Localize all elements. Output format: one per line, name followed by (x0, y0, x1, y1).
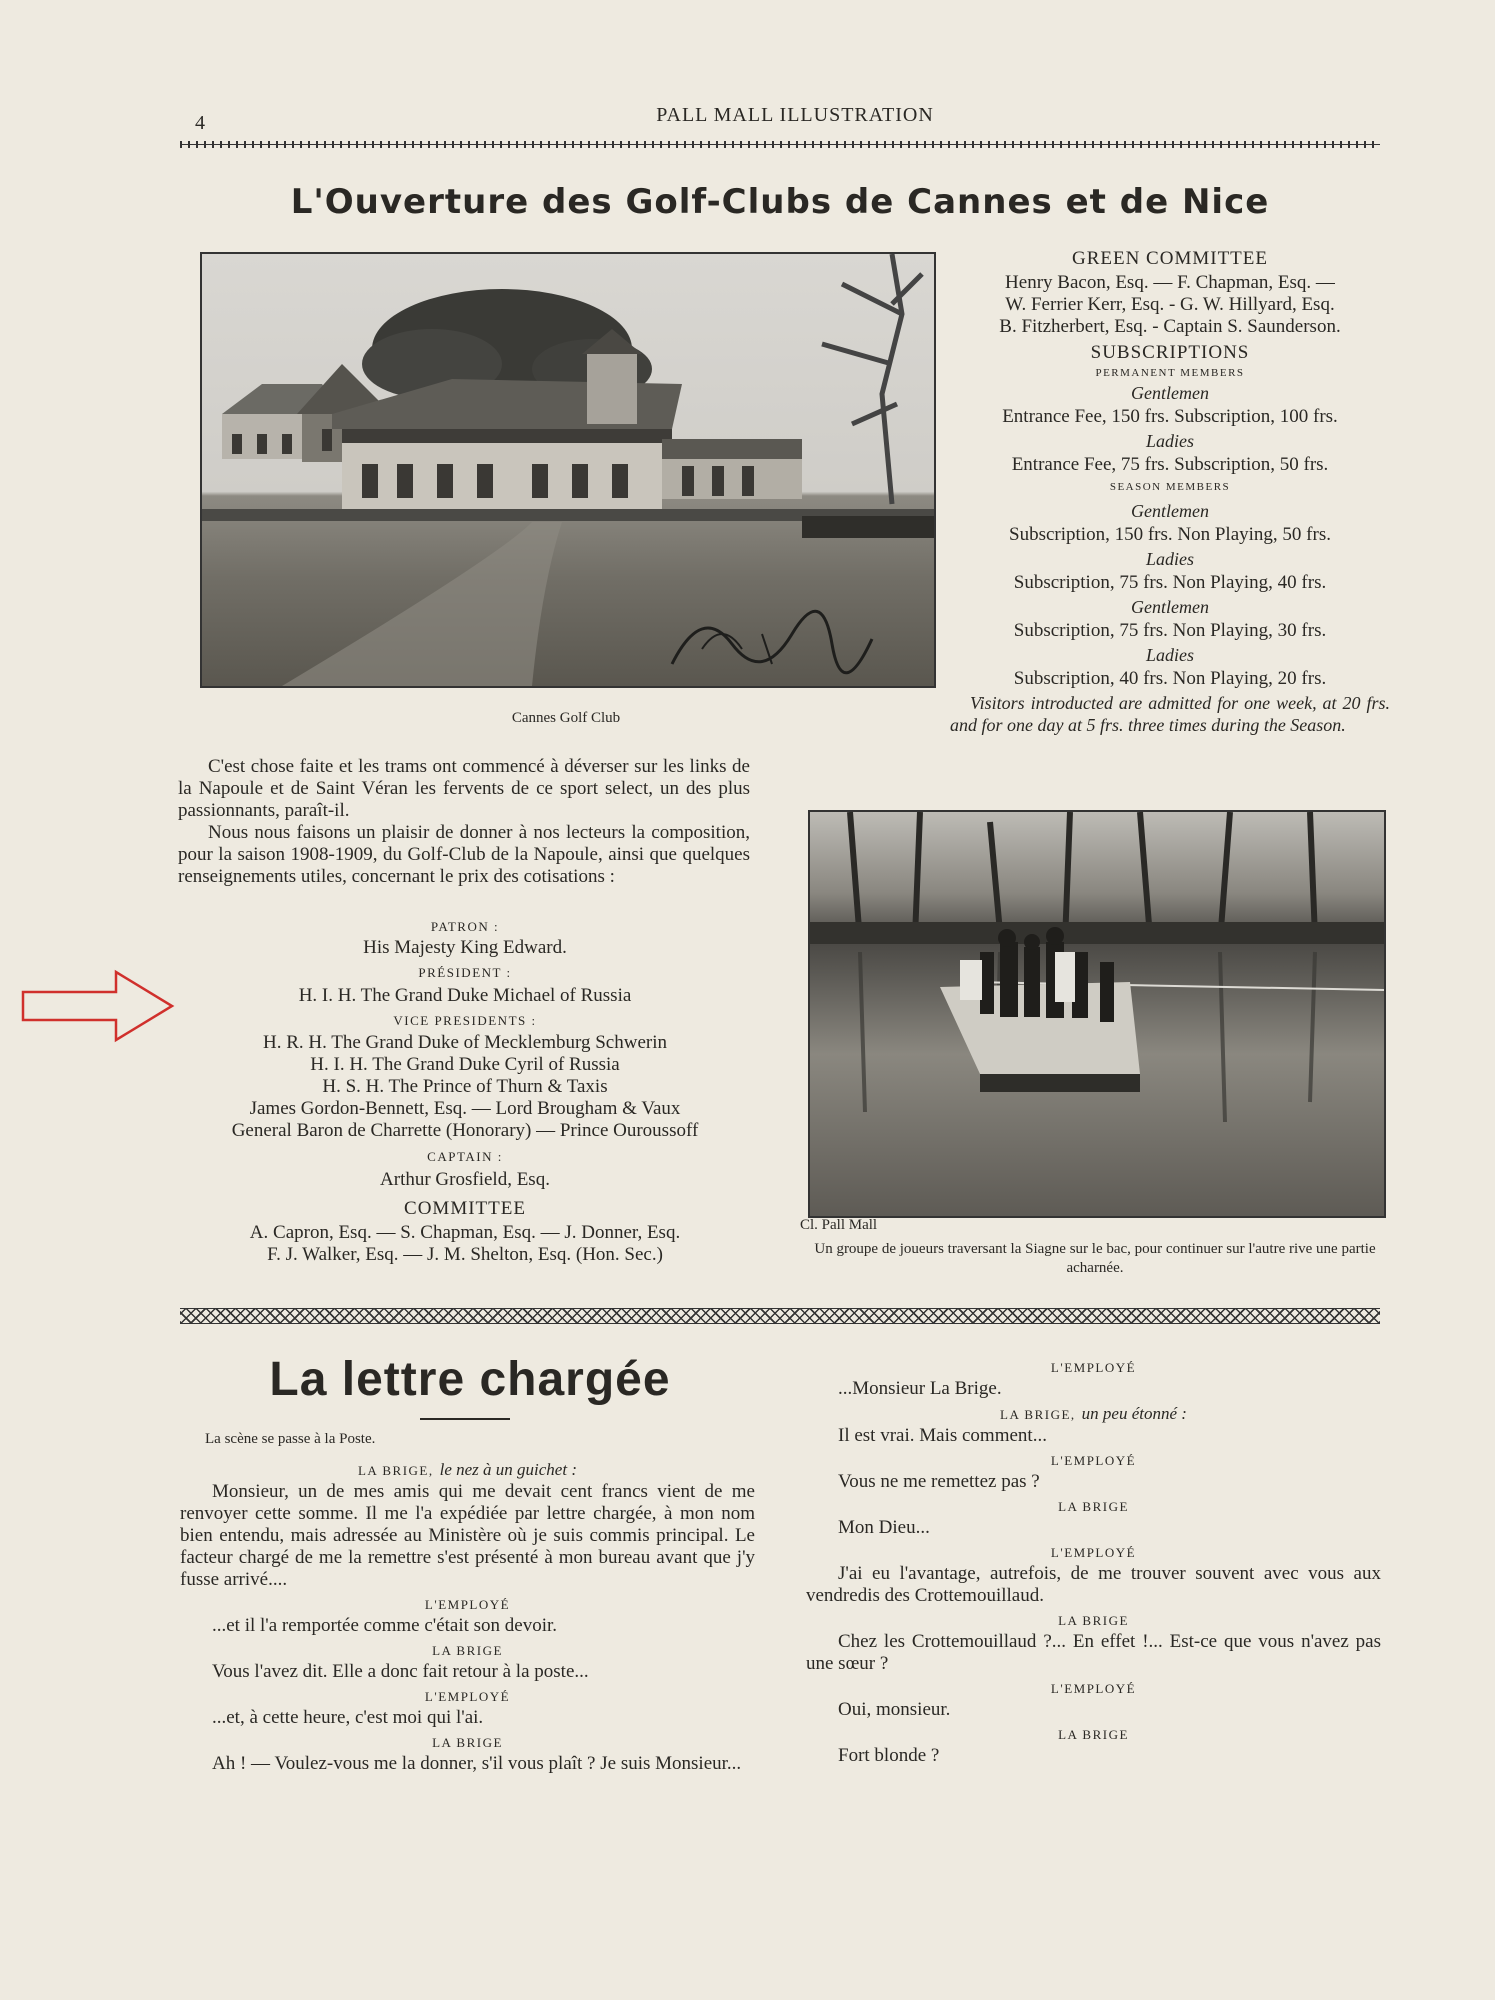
intro-paragraph-2: Nous nous faisons un plaisir de donner à nos lecteurs la composition, pour la saison 1908-1909, du Golf-Club de la Napoule, ainsi que quelques renseignements utiles, concernant le prix des cotisations : (178, 822, 750, 887)
dialogue-block (180, 1460, 755, 1591)
title-underline (420, 1418, 510, 1420)
red-arrow-icon (20, 968, 176, 1044)
speaker-name: LA BRIGE (432, 1643, 503, 1658)
perm-gentlemen-fee: Entrance Fee, 150 frs. Subscription, 100 frs. (1002, 406, 1338, 427)
dialogue-text: ...et il l'a remportée comme c'était son devoir. (212, 1615, 558, 1636)
speaker-name: L'EMPLOYÉ (1050, 1545, 1137, 1560)
vice-president: H. S. H. The Prince of Thurn & Taxis (322, 1076, 608, 1097)
dialogue-block (806, 1497, 1381, 1539)
committee-member: F. J. Walker, Esq. — J. M. Shelton, Esq. (Hon. Sec.) (267, 1244, 663, 1265)
clubhouse-photo (200, 252, 936, 688)
stage-direction: un peu étonné : (1081, 1404, 1187, 1423)
header-rule (180, 141, 1380, 148)
dialogue-block (806, 1404, 1381, 1447)
dialogue-text: Oui, monsieur. (838, 1699, 951, 1720)
section-divider (180, 1308, 1380, 1324)
speaker-name: LA BRIGE, (357, 1463, 434, 1478)
gentlemen-label: Gentlemen (1131, 383, 1209, 403)
running-header: PALL MALL ILLUSTRATION (656, 104, 934, 126)
speaker-label (180, 1595, 755, 1615)
dialogue-block (806, 1543, 1381, 1607)
dialogue-text: Il est vrai. Mais comment... (838, 1425, 1047, 1446)
season-ladies-fee: Subscription, 75 frs. Non Playing, 40 frs. (1013, 572, 1327, 593)
clubhouse-illustration (202, 254, 934, 686)
ladies-label: Ladies (1145, 431, 1194, 451)
speaker-label (806, 1725, 1381, 1745)
green-member: W. Ferrier Kerr, Esq. - G. W. Hillyard, Esq. (1005, 294, 1335, 315)
speaker-name: L'EMPLOYÉ (424, 1597, 511, 1612)
subscriptions-column (950, 246, 1390, 736)
speaker-name: L'EMPLOYÉ (1050, 1681, 1137, 1696)
speaker-label (806, 1611, 1381, 1631)
green-member: Henry Bacon, Esq. — F. Chapman, Esq. — (1005, 272, 1335, 293)
officers-list (170, 918, 760, 1266)
speaker-name: LA BRIGE (1058, 1613, 1129, 1628)
captain-label: CAPTAIN : (427, 1149, 503, 1164)
dialogue-block (180, 1687, 755, 1729)
season-gentlemen-fee-2: Subscription, 75 frs. Non Playing, 30 frs. (1013, 620, 1327, 641)
dialogue-block (806, 1451, 1381, 1493)
patron-label: PATRON : (430, 919, 500, 934)
dialogue-text: Mon Dieu... (838, 1517, 930, 1538)
dialogue-text: Vous ne me remettez pas ? (838, 1471, 1040, 1492)
dialogue-block (180, 1641, 755, 1683)
season-label: SEASON MEMBERS (1109, 481, 1231, 493)
ferry-photo (808, 810, 1386, 1218)
speaker-label (180, 1641, 755, 1661)
dialogue-block (806, 1679, 1381, 1721)
dialogue-text: Vous l'avez dit. Elle a donc fait retour à la poste... (212, 1661, 589, 1682)
green-member: B. Fitzherbert, Esq. - Captain S. Saunderson. (999, 316, 1341, 337)
speaker-name: LA BRIGE (432, 1735, 503, 1750)
dialogue-block (806, 1358, 1381, 1400)
play-title: La lettre chargée (269, 1353, 671, 1406)
subscriptions-label: SUBSCRIPTIONS (1090, 342, 1250, 363)
speaker-name: L'EMPLOYÉ (1050, 1360, 1137, 1375)
permanent-label: PERMANENT MEMBERS (1095, 367, 1245, 379)
photo2-credit: Cl. Pall Mall (800, 1217, 878, 1233)
ladies-label: Ladies (1145, 549, 1194, 569)
speaker-name: LA BRIGE (1058, 1727, 1129, 1742)
photo2-caption: Un groupe de joueurs traversant la Siagne sur le bac, pour continuer sur l'autre rive une partie acharnée. (814, 1241, 1376, 1276)
speaker-label (806, 1451, 1381, 1471)
season-gentlemen-fee: Subscription, 150 frs. Non Playing, 50 frs. (1009, 524, 1331, 545)
intro-paragraph-1: C'est chose faite et les trams ont commencé à déverser sur les links de la Napoule et de Saint Véran les fervents de ce sport select, un des plus passionnants, paraît-il. (178, 756, 750, 821)
dialogue-block (806, 1725, 1381, 1767)
perm-ladies-fee: Entrance Fee, 75 frs. Subscription, 50 frs. (1011, 454, 1329, 475)
season-ladies-fee-2: Subscription, 40 frs. Non Playing, 20 frs. (1013, 668, 1327, 689)
speaker-label (806, 1679, 1381, 1699)
dialogue-text: Ah ! — Voulez-vous me la donner, s'il vous plaît ? Je suis Monsieur... (212, 1753, 742, 1774)
speaker-label (806, 1358, 1381, 1378)
scene-note: La scène se passe à la Poste. (205, 1431, 376, 1447)
vice-president: James Gordon-Bennett, Esq. — Lord Brougham & Vaux (249, 1098, 681, 1119)
speaker-label (806, 1404, 1381, 1425)
vice-president: General Baron de Charrette (Honorary) — Prince Ouroussoff (231, 1120, 699, 1141)
dialogue-text: J'ai eu l'avantage, autrefois, de me trouver souvent avec vous aux vendredis des Crottemouillaud. (806, 1563, 1381, 1606)
dialogue-left-column (180, 1456, 755, 1779)
gentlemen-label: Gentlemen (1131, 597, 1209, 617)
speaker-name: L'EMPLOYÉ (424, 1689, 511, 1704)
stage-direction: le nez à un guichet : (439, 1460, 577, 1479)
dialogue-right-column (806, 1354, 1381, 1771)
patron-name: His Majesty King Edward. (363, 937, 567, 958)
green-committee-label: GREEN COMMITTEE (1071, 248, 1268, 269)
speaker-label (180, 1460, 755, 1481)
committee-member: A. Capron, Esq. — S. Chapman, Esq. — J. Donner, Esq. (249, 1222, 681, 1243)
speaker-name: LA BRIGE (1058, 1499, 1129, 1514)
dialogue-text: Fort blonde ? (838, 1745, 940, 1766)
dialogue-text: Monsieur, un de mes amis qui me devait cent francs vient de me renvoyer cette somme. Il me l'a expédiée par lettre chargée, à mon nom bien entendu, mais adressée au Ministère où je suis commis principal. Le facteur chargé de me la remettre s'est présenté à mon bureau avant que j'y fusse arrivé.... (180, 1481, 755, 1590)
ferry-illustration (810, 812, 1384, 1216)
speaker-label (180, 1733, 755, 1753)
committee-label: COMMITTEE (404, 1198, 526, 1219)
dialogue-text: ...et, à cette heure, c'est moi qui l'ai. (212, 1707, 484, 1728)
gentlemen-label: Gentlemen (1131, 501, 1209, 521)
vice-president: H. R. H. The Grand Duke of Mecklemburg Schwerin (262, 1032, 668, 1053)
visitors-note: Visitors introducted are admitted for one week, at 20 frs. and for one day at 5 frs. three times during the Season. (950, 693, 1390, 735)
dialogue-block (180, 1733, 755, 1775)
speaker-label (180, 1687, 755, 1707)
president-name: H. I. H. The Grand Duke Michael of Russia (298, 985, 632, 1006)
ladies-label: Ladies (1145, 645, 1194, 665)
speaker-label (806, 1497, 1381, 1517)
president-label: PRÉSIDENT : (418, 965, 512, 980)
dialogue-block (180, 1595, 755, 1637)
captain-name: Arthur Grosfield, Esq. (380, 1169, 550, 1190)
speaker-name: L'EMPLOYÉ (1050, 1453, 1137, 1468)
speaker-label (806, 1543, 1381, 1563)
dialogue-text: ...Monsieur La Brige. (838, 1378, 1002, 1399)
page-number: 4 (195, 112, 205, 134)
dialogue-text: Chez les Crottemouillaud ?... En effet !... Est-ce que vous n'avez pas une sœur ? (806, 1631, 1381, 1674)
article-title: L'Ouverture des Golf-Clubs de Cannes et de Nice (290, 182, 1270, 222)
vice-presidents-label: VICE PRESIDENTS : (393, 1013, 537, 1028)
vice-president: H. I. H. The Grand Duke Cyril of Russia (310, 1054, 620, 1075)
speaker-name: LA BRIGE, (1000, 1407, 1076, 1422)
photo1-caption: Cannes Golf Club (511, 710, 621, 726)
dialogue-block (806, 1611, 1381, 1675)
